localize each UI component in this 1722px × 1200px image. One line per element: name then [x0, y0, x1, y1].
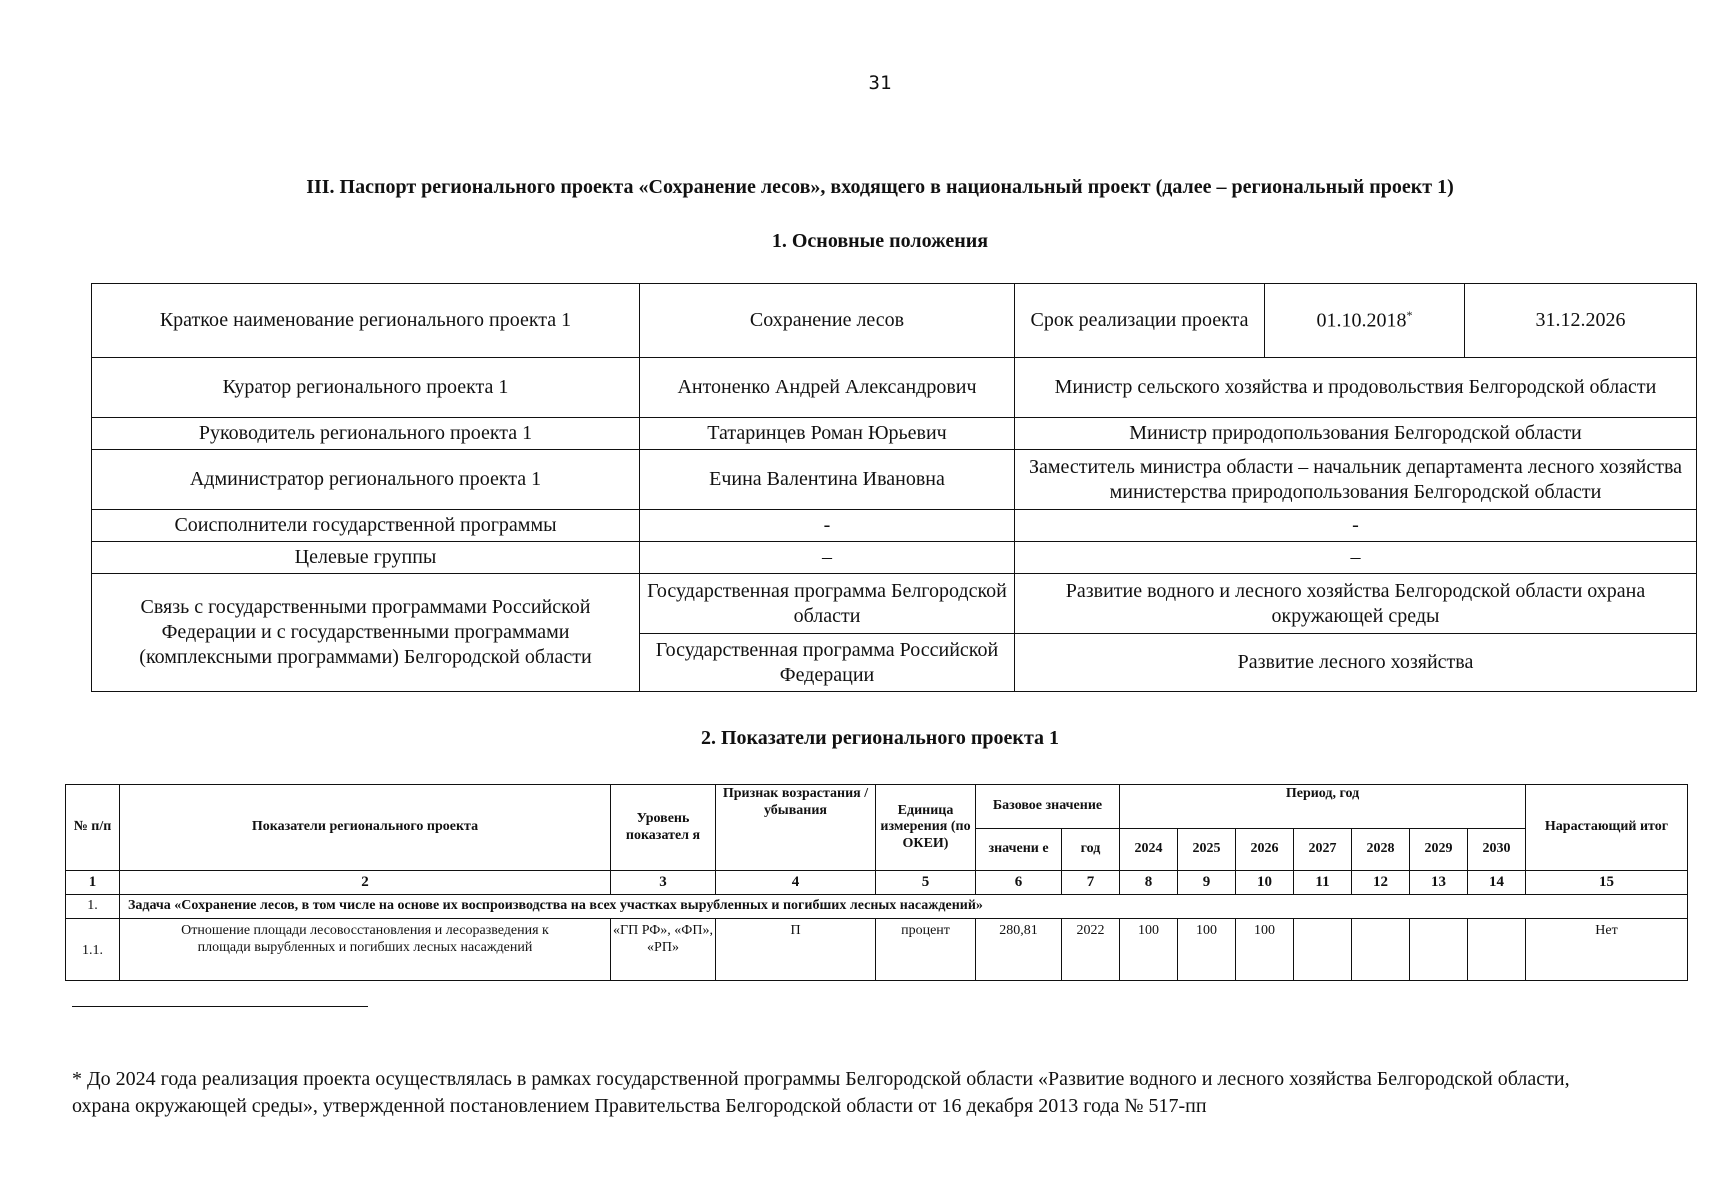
indicator-year-value [1410, 919, 1468, 981]
start-date-cell [1265, 284, 1465, 358]
year-header: 2027 [1294, 829, 1352, 871]
column-number: 8 [1120, 871, 1178, 895]
start-date-footnote-mark: * [1406, 307, 1413, 322]
link-region-program: Государственная программа Белгородской области [640, 574, 1015, 634]
indicator-row [66, 919, 1688, 981]
section-title: III. Паспорт регионального проекта «Сохранение лесов», входящего в национальный проект (далее – региональный проект 1) [306, 176, 1454, 198]
indicator-year-value: 100 [1178, 919, 1236, 981]
target-value-2: – [1015, 542, 1697, 574]
year-header: 2024 [1120, 829, 1178, 871]
admin-row [92, 450, 1697, 510]
column-number: 15 [1526, 871, 1688, 895]
admin-label: Администратор регионального проекта 1 [92, 450, 640, 510]
indicator-level: «ГП РФ», «ФП», «РП» [611, 919, 716, 981]
column-number: 5 [876, 871, 976, 895]
start-date: 01.10.2018 [1316, 309, 1407, 332]
header-sign: Признак возрастания / убывания [716, 785, 876, 871]
coexec-label: Соисполнители государственной программы [92, 510, 640, 542]
footnote: * До 2024 года реализация проекта осуществлялась в рамках государственной программы Белгородской области «Развитие водного и лесного хозяйства Белгородской области, охрана окружающей среды», утвержденной постановлением Правительства Белгородской области от 16 декабря 2013 года № 517-пп [72, 1068, 1570, 1117]
column-number: 9 [1178, 871, 1236, 895]
head-position: Министр природопользования Белгородской области [1015, 418, 1697, 450]
year-header: 2028 [1352, 829, 1410, 871]
column-number: 14 [1468, 871, 1526, 895]
link-rf-program: Государственная программа Российской Федерации [640, 634, 1015, 692]
year-header: 2025 [1178, 829, 1236, 871]
short-name-row [92, 284, 1697, 358]
indicator-year-value: 100 [1120, 919, 1178, 981]
target-value: – [640, 542, 1015, 574]
header-unit: Единица измерения (по ОКЕИ) [876, 785, 976, 871]
term-label: Срок реализации проекта [1015, 284, 1265, 358]
header-row-1 [66, 785, 1688, 829]
header-total: Нарастающий итог [1526, 785, 1688, 871]
coexec-value: - [640, 510, 1015, 542]
column-number: 10 [1236, 871, 1294, 895]
target-label: Целевые группы [92, 542, 640, 574]
year-header: 2026 [1236, 829, 1294, 871]
task-num: 1. [66, 895, 120, 919]
coexec-value-2: - [1015, 510, 1697, 542]
page-number: 31 [868, 72, 892, 94]
indicator-sign: П [716, 919, 876, 981]
column-number: 12 [1352, 871, 1410, 895]
curator-row [92, 358, 1697, 418]
header-level: Уровень показател я [611, 785, 716, 871]
indicator-year-value [1468, 919, 1526, 981]
target-row [92, 542, 1697, 574]
indicator-base-value: 280,81 [976, 919, 1062, 981]
column-number: 4 [716, 871, 876, 895]
indicator-unit: процент [876, 919, 976, 981]
year-header: 2029 [1410, 829, 1468, 871]
column-number: 2 [120, 871, 611, 895]
indicator-year-value [1352, 919, 1410, 981]
task-text: Задача «Сохранение лесов, в том числе на основе их воспроизводства на всех участках вырубленных и погибших лесных насаждений» [120, 895, 1688, 919]
admin-position: Заместитель министра области – начальник департамента лесного хозяйства министерства природопользования Белгородской области [1015, 450, 1697, 510]
link-label: Связь с государственными программами Российской Федерации и с государственными программами (комплексными программами) Белгородской области [92, 574, 640, 692]
header-base-value: значени е [976, 829, 1062, 871]
header-period: Период, год [1120, 785, 1526, 829]
basics-heading: 1. Основные положения [771, 230, 989, 252]
basics-table [91, 283, 1697, 692]
footnote-divider [72, 1006, 368, 1007]
head-label: Руководитель регионального проекта 1 [92, 418, 640, 450]
link-rf-value: Развитие лесного хозяйства [1015, 634, 1697, 692]
indicator-num: 1.1. [66, 919, 120, 981]
short-name-value: Сохранение лесов [640, 284, 1015, 358]
header-base-year: год [1062, 829, 1120, 871]
head-name: Татаринцев Роман Юрьевич [640, 418, 1015, 450]
curator-position: Министр сельского хозяйства и продовольствия Белгородской области [1015, 358, 1697, 418]
head-row [92, 418, 1697, 450]
column-number: 3 [611, 871, 716, 895]
header-name: Показатели регионального проекта [120, 785, 611, 871]
indicators-table [65, 784, 1688, 981]
indicator-total: Нет [1526, 919, 1688, 981]
year-header: 2030 [1468, 829, 1526, 871]
column-number: 6 [976, 871, 1062, 895]
indicator-name: Отношение площади лесовосстановления и лесоразведения к площади вырубленных и погибших лесных насаждений [120, 919, 611, 981]
curator-label: Куратор регионального проекта 1 [92, 358, 640, 418]
curator-name: Антоненко Андрей Александрович [640, 358, 1015, 418]
link-region-value: Развитие водного и лесного хозяйства Белгородской области охрана окружающей среды [1015, 574, 1697, 634]
indicator-base-year: 2022 [1062, 919, 1120, 981]
column-number: 11 [1294, 871, 1352, 895]
indicator-year-value: 100 [1236, 919, 1294, 981]
link-row-region [92, 574, 1697, 634]
admin-name: Ечина Валентина Ивановна [640, 450, 1015, 510]
column-number: 7 [1062, 871, 1120, 895]
header-base: Базовое значение [976, 785, 1120, 829]
indicators-heading: 2. Показатели регионального проекта 1 [700, 727, 1060, 749]
column-number: 1 [66, 871, 120, 895]
coexec-row [92, 510, 1697, 542]
end-date: 31.12.2026 [1465, 284, 1697, 358]
header-num: № п/п [66, 785, 120, 871]
column-number: 13 [1410, 871, 1468, 895]
task-row [66, 895, 1688, 919]
short-name-label: Краткое наименование регионального проекта 1 [92, 284, 640, 358]
indicator-year-value [1294, 919, 1352, 981]
column-number-row [66, 871, 1688, 895]
